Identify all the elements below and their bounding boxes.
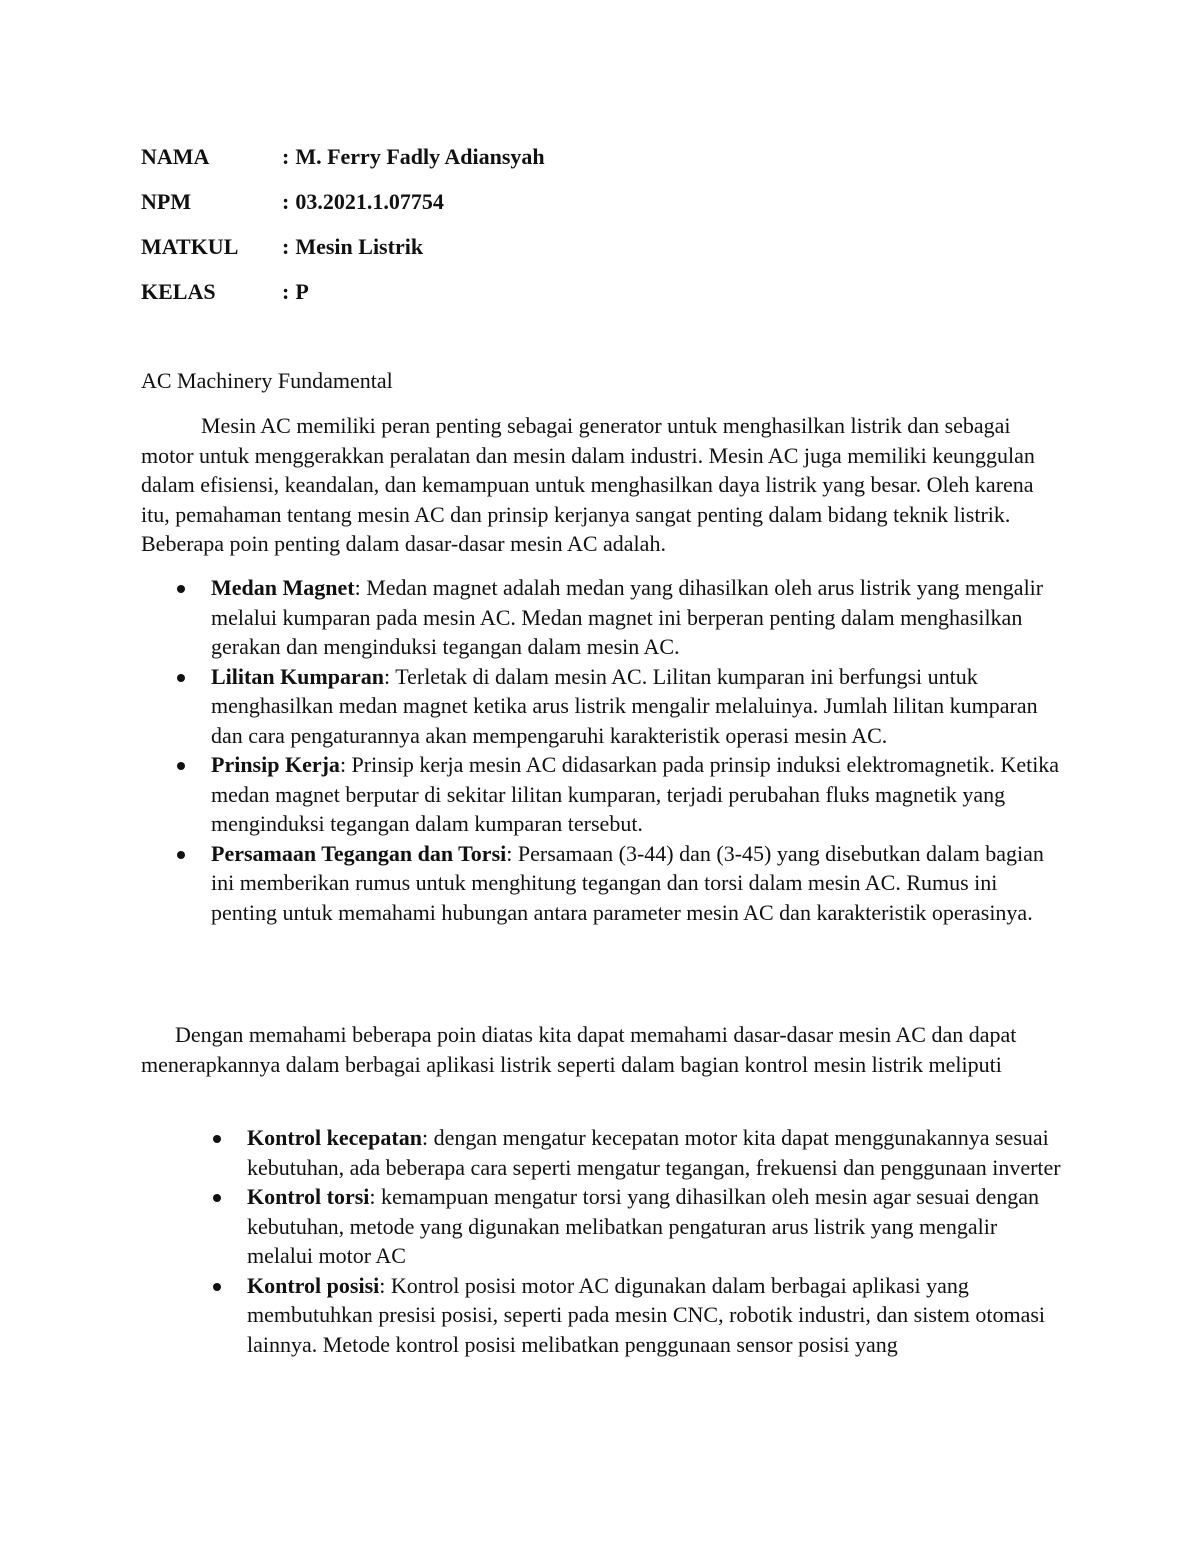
bullet-icon [213, 1194, 221, 1202]
info-label: KELAS [141, 279, 216, 304]
bullet-icon [177, 762, 185, 770]
info-row-npm [141, 185, 1041, 230]
info-label: NPM [141, 189, 192, 214]
info-value: Mesin Listrik [295, 234, 424, 259]
list-item [141, 1271, 1061, 1360]
info-row-nama [141, 140, 1041, 185]
list-item-term: Medan Magnet [211, 575, 355, 600]
info-colon: : [282, 279, 290, 304]
list-item-text: : dengan mengatur kecepatan motor kita dapat menggunakannya sesuai kebutuhan, ada beberapa cara seperti mengatur tegangan, frekuensi dan penggunaan inverter [247, 1125, 1061, 1180]
list-item [141, 750, 1061, 839]
list-item-text: : Persamaan (3-44) dan (3-45) yang disebutkan dalam bagian ini memberikan rumus untuk menghitung tegangan dan torsi dalam mesin AC. Rumus ini penting untuk memahami hubungan antara parameter mesin AC dan karakteristik operasinya. [211, 840, 1044, 925]
list-item [141, 662, 1061, 751]
bullet-icon [213, 1135, 221, 1143]
list-item-text: : kemampuan mengatur torsi yang dihasilkan oleh mesin agar sesuai dengan kebutuhan, metode yang digunakan melibatkan pengaturan arus listrik yang mengalir melalui motor AC [247, 1184, 1040, 1268]
list-item [141, 573, 1061, 662]
list-item-text: : Prinsip kerja mesin AC didasarkan pada prinsip induksi elektromagnetik. Ketika medan magnet berputar di sekitar lilitan kumparan, terjadi perubahan fluks magnetik yang menginduksi tegangan dalam kumparan tersebut. [211, 752, 1060, 836]
section-title: AC Machinery Fundamental [141, 368, 393, 393]
list-item-term: Persamaan Tegangan dan Torsi [211, 840, 507, 866]
info-colon: : [282, 189, 290, 214]
info-colon: : [282, 144, 290, 169]
info-value: M. Ferry Fadly Adiansyah [295, 144, 545, 169]
list-item-term: Kontrol torsi [247, 1184, 370, 1209]
info-label: NAMA [141, 144, 210, 169]
info-label: MATKUL [141, 234, 239, 259]
bullet-icon [177, 851, 185, 859]
list-item [141, 1123, 1061, 1182]
student-info [141, 140, 1041, 320]
control-paragraph: Dengan memahami beberapa poin diatas kita dapat memahami dasar-dasar mesin AC dan dapat menerapkannya dalam berbagai aplikasi listrik seperti dalam bagian kontrol mesin listrik meliputi [141, 1022, 1017, 1077]
info-row-kelas [141, 275, 1041, 320]
info-colon: : [282, 234, 290, 259]
list-item [141, 1182, 1061, 1271]
bullet-icon [177, 674, 185, 682]
fundamentals-list [141, 573, 1061, 927]
list-item-text: : Kontrol posisi motor AC digunakan dalam berbagai aplikasi yang membutuhkan presisi posisi, seperti pada mesin CNC, robotik industri, dan sistem otomasi lainnya. Metode kontrol posisi melibatkan penggunaan sensor posisi yang [247, 1272, 1046, 1357]
list-item [141, 839, 1061, 928]
info-row-matkul [141, 230, 1041, 275]
list-item-text: : Terletak di dalam mesin AC. Lilitan kumparan ini berfungsi untuk menghasilkan medan magnet ketika arus listrik mengalir melaluinya. Jumlah lilitan kumparan dan cara pengaturannya akan mempengaruhi karakteristik operasi mesin AC. [211, 663, 1038, 748]
list-item-text: : Medan magnet adalah medan yang dihasilkan oleh arus listrik yang mengalir melalui kumparan pada mesin AC. Medan magnet ini berperan penting dalam menghasilkan gerakan dan menginduksi tegangan dalam mesin AC. [211, 575, 1044, 659]
list-item-term: Kontrol posisi [247, 1272, 380, 1298]
bullet-icon [177, 585, 185, 593]
intro-paragraph: Mesin AC memiliki peran penting sebagai generator untuk menghasilkan listrik dan sebagai motor untuk menggerakkan peralatan dan mesin dalam industri. Mesin AC juga memiliki keunggulan dalam efisiensi, keandalan, dan kemampuan untuk menghasilkan daya listrik yang besar. Oleh karena itu, pemahaman tentang mesin AC dan prinsip kerjanya sangat penting dalam bidang teknik listrik. Beberapa poin penting dalam dasar-dasar mesin AC adalah. [141, 413, 1035, 556]
list-item-term: Lilitan Kumparan [211, 663, 384, 689]
info-value: P [295, 279, 309, 304]
control-list [141, 1123, 1061, 1359]
bullet-icon [213, 1283, 221, 1291]
list-item-term: Kontrol kecepatan [247, 1125, 422, 1150]
info-value: 03.2021.1.07754 [295, 189, 444, 214]
list-item-term: Prinsip Kerja [211, 752, 340, 777]
